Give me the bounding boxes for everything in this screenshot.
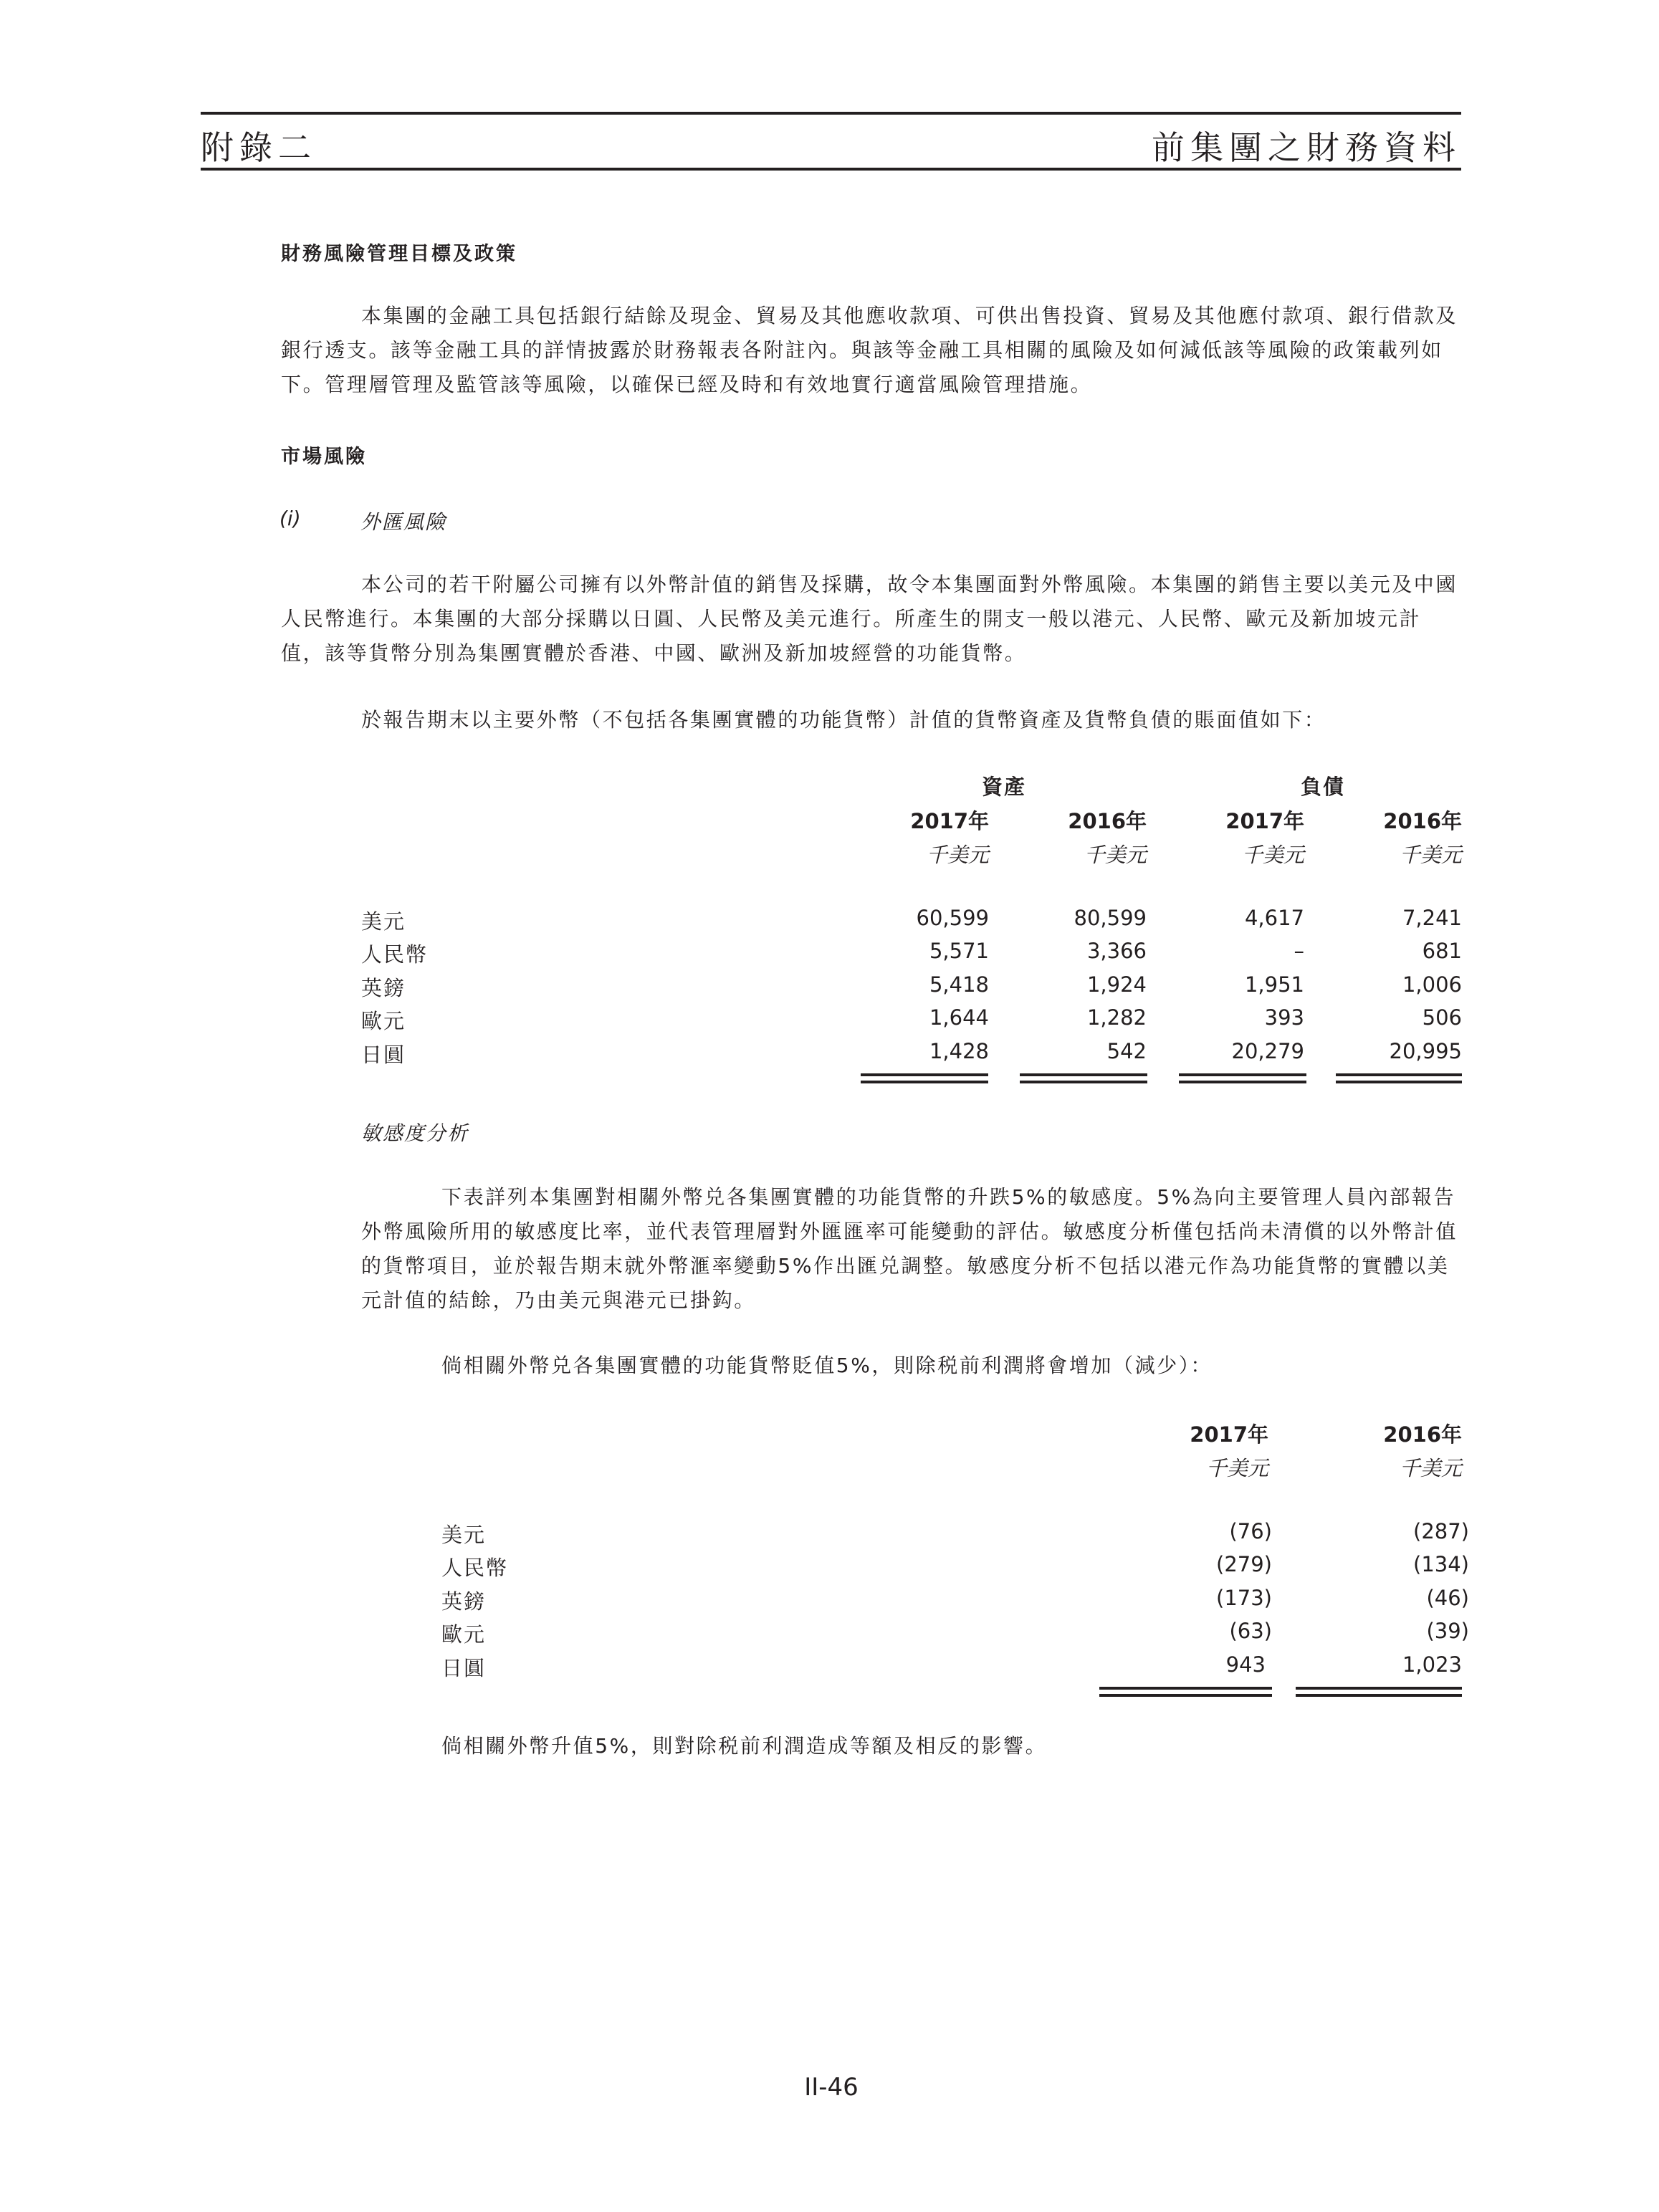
table-cell: 1,282 (1086, 1005, 1147, 1030)
column-year: 2016年 (1383, 1422, 1462, 1447)
table-cell: (287) (1413, 1519, 1469, 1543)
paragraph-financial-instruments: 本集團的金融工具包括銀行結餘及現金、貿易及其他應收款項、可供出售投資、貿易及其他應付款項、銀行借款及銀行透支。該等金融工具的詳情披露於財務報表各附註內。與該等金融工具相關的風險及如何減低該等風險的政策載列如下。管理層管理及監管該等風險，以確保已經及時和有效地實行適當風險管理措施。 (281, 304, 1458, 396)
table-cell: 506 (1422, 1005, 1462, 1030)
page-number: II-46 (804, 2073, 859, 2102)
table-cell: (76) (1229, 1519, 1272, 1543)
table-cell: (279) (1216, 1552, 1272, 1576)
column-year: 2017年 (910, 809, 989, 833)
column-unit: 千美元 (926, 843, 989, 867)
table-cell: 943 (1225, 1652, 1266, 1677)
table-cell: 542 (1106, 1039, 1147, 1063)
row-label: 歐元 (361, 1009, 406, 1033)
total-double-rule (861, 1073, 988, 1083)
total-double-rule (1179, 1073, 1306, 1083)
table-cell: 1,924 (1086, 972, 1147, 997)
column-unit: 千美元 (1205, 1456, 1268, 1480)
section-header-title: 前集團之財務資料 (1152, 128, 1461, 167)
paragraph-carrying-amounts-intro: 於報告期末以主要外幣（不包括各集團實體的功能貨幣）計值的貨幣資產及貨幣負債的賬面值如下： (361, 708, 1326, 732)
row-label: 美元 (441, 1523, 487, 1547)
table-cell: 7,241 (1402, 906, 1462, 930)
row-label: 英鎊 (441, 1589, 487, 1614)
table-cell: 5,418 (929, 972, 989, 997)
column-unit: 千美元 (1399, 1456, 1462, 1480)
total-double-rule (1336, 1073, 1462, 1083)
paragraph-strengthening-effect: 倘相關外幣升值5%，則對除税前利潤造成等額及相反的影響。 (441, 1734, 1048, 1758)
column-year: 2016年 (1383, 809, 1462, 833)
column-unit: 千美元 (1399, 843, 1462, 867)
subsection-number: (i) (279, 507, 301, 530)
table-cell: (63) (1229, 1619, 1272, 1643)
table-cell: (134) (1413, 1552, 1469, 1576)
header-bottom-rule (201, 168, 1461, 171)
table-cell: 5,571 (929, 939, 989, 963)
row-label: 美元 (361, 909, 406, 934)
table-cell: 1,644 (929, 1005, 989, 1030)
total-double-rule (1020, 1073, 1147, 1083)
table-cell: 1,951 (1244, 972, 1304, 997)
section-heading-market-risk: 市場風險 (281, 446, 367, 468)
column-year: 2017年 (1190, 1422, 1268, 1447)
row-label: 人民幣 (361, 942, 429, 967)
sensitivity-heading: 敏感度分析 (361, 1121, 469, 1145)
column-year: 2017年 (1225, 809, 1304, 833)
paragraph-fx-exposure: 本公司的若干附屬公司擁有以外幣計值的銷售及採購，故令本集團面對外幣風險。本集團的銷售主要以美元及中國人民幣進行。本集團的大部分採購以日圓、人民幣及美元進行。所產生的開支一般以港元、人民幣、歐元及新加坡元計值，該等貨幣分別為集團實體於香港、中國、歐洲及新加坡經營的功能貨幣。 (281, 573, 1458, 665)
row-label: 英鎊 (361, 976, 406, 1000)
column-group-liabilities: 負債 (1301, 775, 1346, 799)
table-cell: (173) (1216, 1586, 1272, 1610)
paragraph-sensitivity-details: 下表詳列本集團對相關外幣兑各集團實體的功能貨幣的升跌5%的敏感度。5%為向主要管理人員內部報告外幣風險所用的敏感度比率，並代表管理層對外匯匯率可能變動的評估。敏感度分析僅包括尚未清償的以外幣計值的貨幣項目，並於報告期末就外幣滙率變動5%作出匯兑調整。敏感度分析不包括以港元作為功能貨幣的實體以美元計值的結餘，乃由美元與港元已掛鈎。 (361, 1185, 1458, 1312)
column-unit: 千美元 (1241, 843, 1304, 867)
row-label: 人民幣 (441, 1556, 509, 1580)
row-label: 日圓 (361, 1043, 406, 1067)
table-cell: 393 (1264, 1005, 1304, 1030)
column-year: 2016年 (1068, 809, 1147, 833)
table-cell: 1,023 (1402, 1652, 1462, 1677)
row-label: 歐元 (441, 1622, 487, 1647)
table-cell: 60,599 (916, 906, 989, 930)
column-group-assets: 資產 (982, 775, 1027, 799)
table-cell: 1,006 (1402, 972, 1462, 997)
appendix-label: 附錄二 (201, 128, 317, 167)
header-top-rule (201, 112, 1461, 115)
paragraph-weakening-effect: 倘相關外幣兑各集團實體的功能貨幣貶值5%，則除税前利潤將會增加（減少）： (441, 1354, 1213, 1377)
column-unit: 千美元 (1084, 843, 1147, 867)
table-cell: 20,279 (1231, 1039, 1304, 1063)
subsection-title-fx-risk: 外匯風險 (360, 510, 447, 534)
table-cell: (46) (1426, 1586, 1469, 1610)
total-double-rule (1296, 1687, 1462, 1697)
table-cell: (39) (1426, 1619, 1469, 1643)
table-cell: – (1294, 939, 1304, 963)
table-cell: 80,599 (1074, 906, 1147, 930)
table-cell: 4,617 (1244, 906, 1304, 930)
section-heading-risk-management: 財務風險管理目標及政策 (281, 243, 517, 265)
table-cell: 3,366 (1086, 939, 1147, 963)
table-cell: 1,428 (929, 1039, 989, 1063)
total-double-rule (1099, 1687, 1272, 1697)
table-cell: 681 (1422, 939, 1462, 963)
table-cell: 20,995 (1389, 1039, 1462, 1063)
row-label: 日圓 (441, 1656, 487, 1680)
